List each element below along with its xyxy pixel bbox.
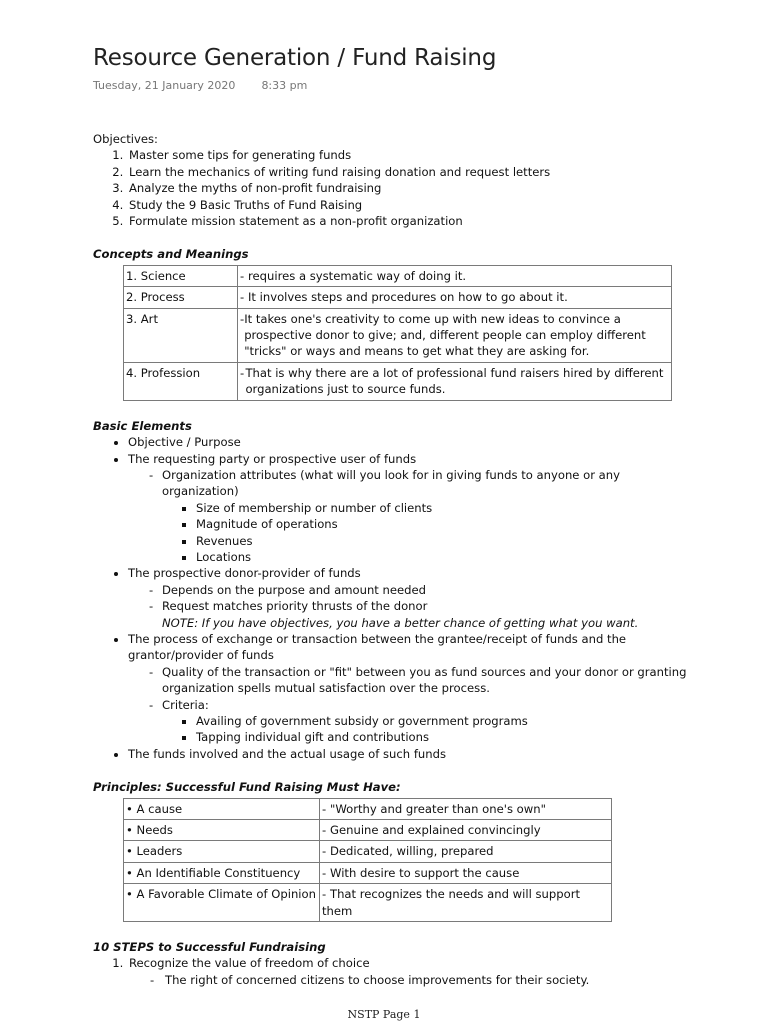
table-cell: - requires a systematic way of doing it. — [238, 265, 672, 286]
cell-text: It takes one's creativity to come up with new ideas to convince a prospective donor to give; and, different people can employ different "tricks" or ways and means to get what they are asking for. — [244, 311, 646, 359]
list-item: 3. Analyze the myths of non-profit fundraising — [127, 180, 693, 196]
steps-list — [93, 955, 693, 988]
table-cell: - Genuine and explained convincingly — [320, 820, 612, 841]
list-item-text: The requesting party or prospective user of funds — [128, 451, 417, 466]
list-item: 4. Study the 9 Basic Truths of Fund Raising — [127, 197, 693, 213]
list-item: ▪ Size of membership or number of clients — [196, 500, 693, 516]
list-item: ▪ Magnitude of operations — [196, 516, 693, 532]
table-cell: 4. Profession — [124, 362, 238, 400]
page-meta — [93, 79, 307, 92]
table-cell: 1. Science — [124, 265, 238, 286]
cell-text: Genuine and explained convincingly — [330, 823, 541, 838]
page-footer: NSTP Page 1 — [347, 1008, 421, 1021]
list-item — [128, 631, 693, 746]
table-cell: 3. Art — [124, 308, 238, 362]
basic-elements-list — [93, 434, 693, 762]
table-cell: - That is why there are a lot of professional fund raisers hired by different organizations just to source funds. — [238, 362, 672, 400]
list-item: ▪ Revenues — [196, 533, 693, 549]
list-item-text: Organization attributes (what will you look for in giving funds to anyone or any organization) — [162, 467, 620, 499]
table-row — [124, 820, 612, 841]
cell-text: requires a systematic way of doing it. — [248, 268, 467, 283]
cell-text: Dedicated, willing, prepared — [330, 844, 494, 859]
table-cell: 2. Process — [124, 287, 238, 308]
list-item-text: The process of exchange or transaction between the grantee/receipt of funds and the grantor/provider of funds — [128, 631, 627, 663]
list-item: ▪ Tapping individual gift and contributions — [196, 729, 693, 745]
sub-list — [128, 664, 693, 746]
list-item: 5. Formulate mission statement as a non-profit organization — [127, 213, 693, 229]
concepts-table — [123, 265, 672, 401]
cell-text: It involves steps and procedures on how to go about it. — [248, 290, 568, 305]
table-cell: - It takes one's creativity to come up with new ideas to convince a prospective donor to give; and, different people can employ different "tricks" or ways and means to get what they are asking for. — [238, 308, 672, 362]
table-row — [124, 841, 612, 862]
table-cell: - That recognizes the needs and will support them — [320, 884, 612, 922]
concepts-heading: Concepts and Meanings — [93, 247, 249, 262]
note-text: NOTE: If you have objectives, you have a better chance of getting what you want. — [162, 615, 639, 630]
cell-text: With desire to support the cause — [330, 865, 520, 880]
page-time: 8:33 pm — [261, 79, 308, 92]
list-item: - The right of concerned citizens to choose improvements for their society. — [163, 972, 693, 988]
table-row — [124, 287, 672, 308]
list-item — [127, 955, 693, 988]
table-cell: • A cause — [124, 798, 320, 819]
objectives-heading: Objectives: — [93, 132, 158, 146]
table-row — [124, 308, 672, 362]
objectives-list — [93, 147, 693, 229]
list-item — [128, 451, 693, 566]
basic-elements-heading: Basic Elements — [93, 418, 192, 433]
sub-sub-list — [162, 713, 693, 746]
cell-text: "Worthy and greater than one's own" — [330, 801, 546, 816]
table-row — [124, 798, 612, 819]
list-item-text: Recognize the value of freedom of choice — [129, 956, 370, 971]
list-item — [162, 467, 693, 565]
table-row — [124, 862, 612, 883]
list-item: 2. Learn the mechanics of writing fund raising donation and request letters — [127, 164, 693, 180]
sub-list — [128, 467, 693, 565]
list-item-text: Criteria: — [162, 697, 209, 712]
table-cell: - With desire to support the cause — [320, 862, 612, 883]
list-item-text: The prospective donor-provider of funds — [128, 566, 361, 581]
table-row — [124, 362, 672, 400]
page-title: Resource Generation / Fund Raising — [93, 45, 497, 71]
list-item: - Quality of the transaction or "fit" between you as fund sources and your donor or granting organization spells mutual satisfaction over the process. — [162, 664, 693, 697]
list-item: ▪ Locations — [196, 549, 693, 565]
list-item: • The funds involved and the actual usage of such funds — [128, 746, 693, 762]
steps-heading: 10 STEPS to Successful Fundraising — [93, 940, 326, 955]
table-cell: - Dedicated, willing, prepared — [320, 841, 612, 862]
list-item — [162, 697, 693, 746]
list-item: • Objective / Purpose — [128, 434, 693, 450]
principles-heading: Principles: Successful Fund Raising Must Have: — [93, 780, 401, 795]
table-row — [124, 884, 612, 922]
table-row — [124, 265, 672, 286]
sub-list — [128, 582, 693, 615]
page-content — [93, 131, 693, 988]
list-item: 1. Master some tips for generating funds — [127, 147, 693, 163]
table-cell: • A Favorable Climate of Opinion — [124, 884, 320, 922]
list-item: ▪ Availing of government subsidy or government programs — [196, 713, 693, 729]
cell-text: That recognizes the needs and will support them — [322, 887, 581, 918]
table-cell: • Leaders — [124, 841, 320, 862]
sub-list — [129, 972, 693, 988]
table-cell: - "Worthy and greater than one's own" — [320, 798, 612, 819]
principles-table — [123, 798, 612, 922]
table-cell: • Needs — [124, 820, 320, 841]
list-item: - Request matches priority thrusts of the donor — [162, 598, 693, 614]
cell-text: That is why there are a lot of professional fund raisers hired by different organizations just to source funds. — [245, 365, 664, 397]
list-item — [128, 565, 693, 631]
table-cell: - It involves steps and procedures on how to go about it. — [238, 287, 672, 308]
table-cell: • An Identifiable Constituency — [124, 862, 320, 883]
page-date: Tuesday, 21 January 2020 — [93, 79, 236, 92]
sub-sub-list — [162, 500, 693, 566]
list-item: - Depends on the purpose and amount needed — [162, 582, 693, 598]
